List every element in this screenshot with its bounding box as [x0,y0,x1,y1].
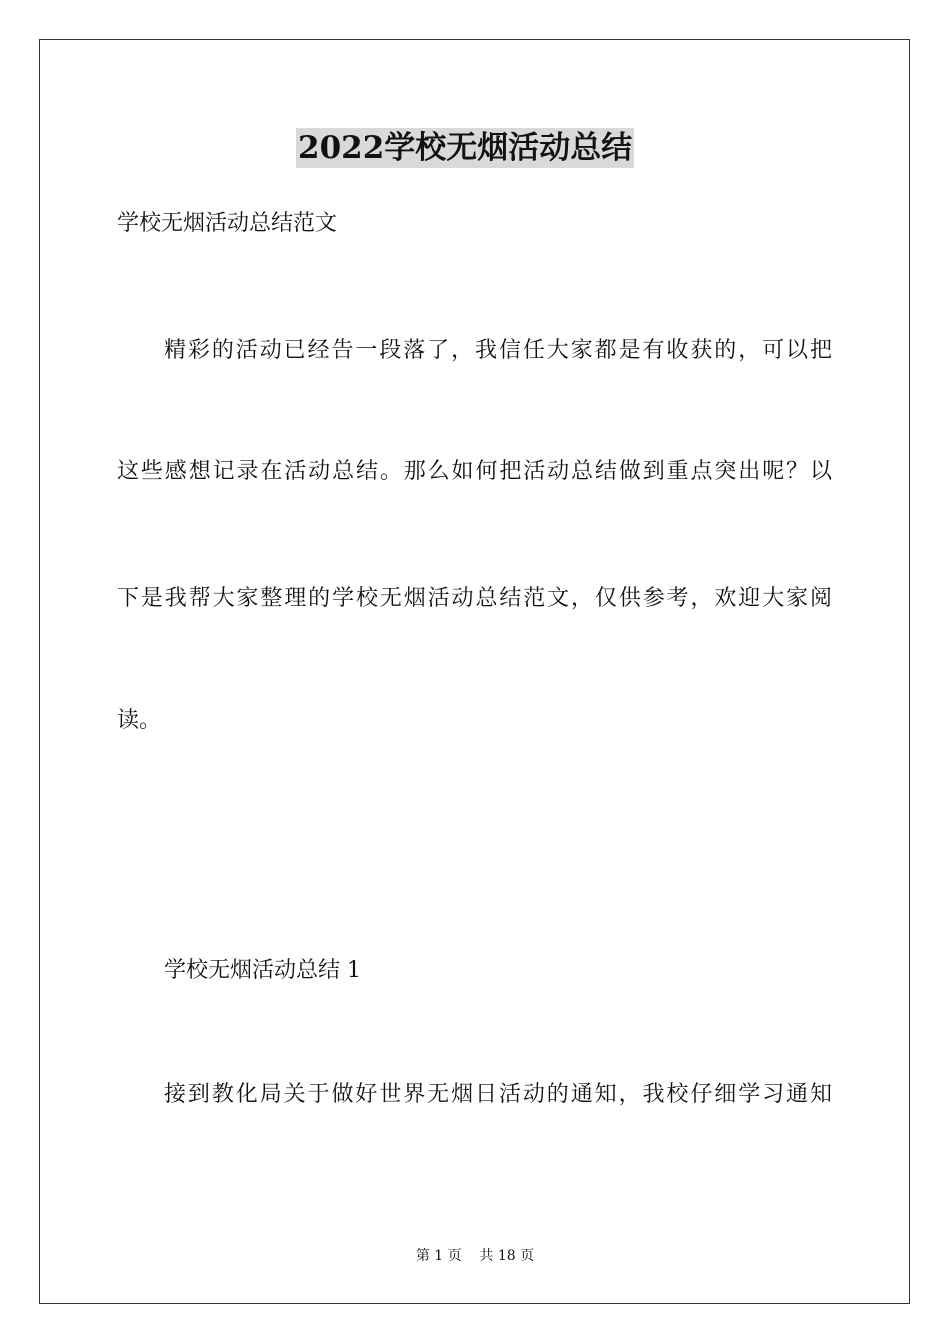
intro-line-2: 这些感想记录在活动总结。那么如何把活动总结做到重点突出呢？以 [117,459,832,484]
intro-line-4: 读。 [117,708,162,733]
section-paragraph-line-1: 接到教化局关于做好世界无烟日活动的通知，我校仔细学习通知 [164,1082,832,1107]
section-heading: 学校无烟活动总结 1 [164,958,361,983]
intro-line-1: 精彩的活动已经告一段落了，我信任大家都是有收获的，可以把 [164,338,832,363]
document-subtitle: 学校无烟活动总结范文 [117,211,338,236]
document-title: 2022学校无烟活动总结 [298,130,633,166]
intro-line-3: 下是我帮大家整理的学校无烟活动总结范文，仅供参考，欢迎大家阅 [117,586,832,611]
page-number: 第 1 页 共 18 页 [415,1248,535,1264]
